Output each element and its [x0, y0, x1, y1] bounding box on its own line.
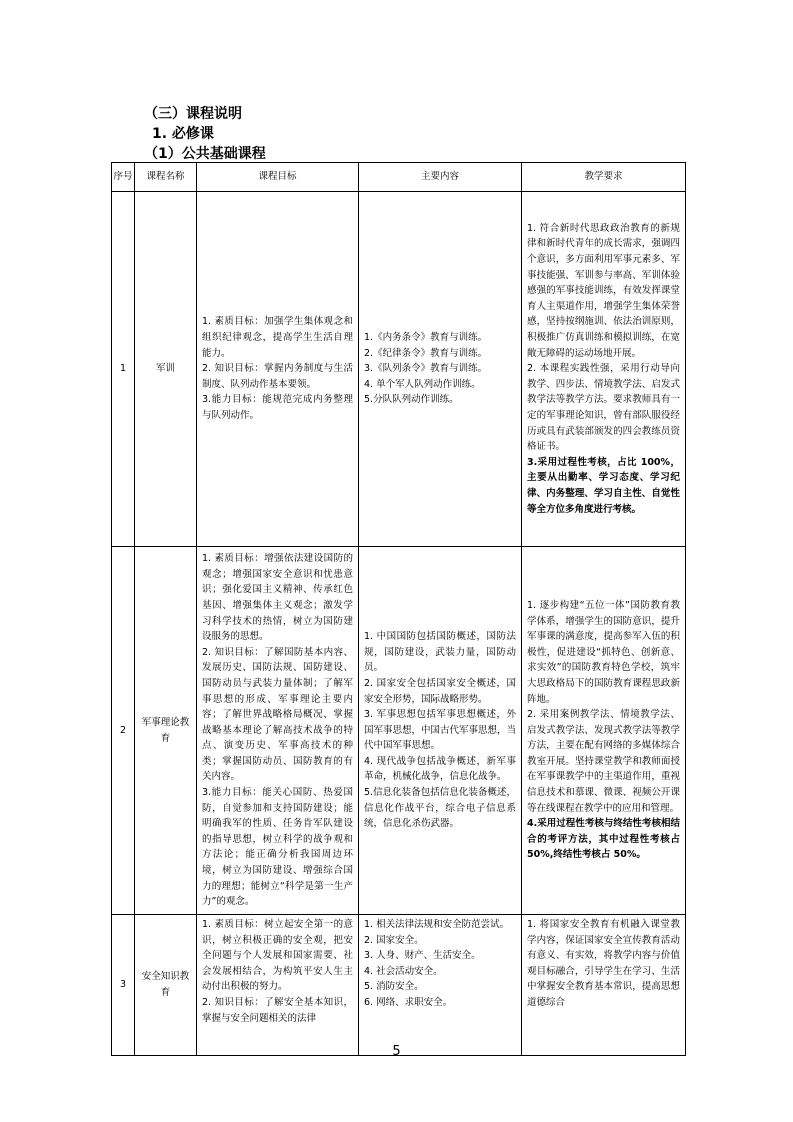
goal-line: 3.能力目标：能关心国防、热爱国防，自觉参加和支持国防建设；能明确我军的性质、任务肯军队建设的指导思想，树立科学的战争观和方法论；能正确分析我国周边环境，树立为国防建设、增强综合国力的理想；能树立“科学是第一生产力”的观念。	[202, 787, 353, 908]
content-line: 5.信息化装备包括信息化装备概述，信息化作战平台，综合电子信息系统，信息化杀伤武器。	[364, 787, 516, 830]
content-line: 4. 现代战争包括战争概述，新军事革命，机械化战争，信息化战争。	[364, 755, 516, 783]
row-seq: 3	[112, 915, 135, 1056]
row-req	[522, 915, 686, 1056]
content-line: 3. 军事思想包括军事思想概述，外国军事思想，中国古代军事思想，当代中国军事思想。	[364, 709, 517, 752]
content-line: 4. 社会活动安全。	[364, 965, 443, 977]
content-line: 3.《队列条令》教育与训练。	[364, 363, 488, 375]
content-line: 6. 网络、求职安全。	[364, 996, 453, 1008]
req-line: 1. 符合新时代思政政治教育的新规律和新时代青年的成长需求，强调四个意识，多方面利用军事元素多、军事技能强、军训参与率高、军训体验感强的军事技能训练，有效发挥课堂育人主渠道作用，增强学生集体荣誉感，坚持按纲施训、依法治训原则，积极推广仿真训练和模拟训练，在宽敞无障碍的运动场地开展。	[527, 222, 680, 359]
table-header-row	[112, 163, 686, 192]
req-line: 4.采用过程性考核与终结性考核相结合的考评方法，其中过程性考核占 50%,终结性考核占 50%。	[527, 818, 680, 861]
req-line: 1. 逐步构建“五位一体”国防教育教学体系，增强学生的国防意识，提升军事课的满意度，提高参军入伍的积极性，促进建设“抓特色、创新意、求实效”的国防教育特色学校，筑牢大思政格局下的国防教育课程思政新阵地。	[527, 599, 680, 705]
row-name: 军事理论教育	[135, 547, 197, 915]
row-goal	[197, 192, 359, 547]
content-line: 5.分队队列动作训练。	[364, 394, 459, 406]
goal-line: 1. 素质目标：树立起安全第一的意识，树立积极正确的安全观，把安全问题与个人发展和国家需要、社会发展相结合，为构筑平安人生主动付出积极的努力。	[202, 919, 353, 993]
row-name: 安全知识教育	[135, 915, 197, 1056]
req-line: 2. 采用案例教学法、情境教学法、启发式教学法、发现式教学法等教学方法，主要在配有网络的多媒体综合教室开展。坚持课堂教学和教师面授在军事课教学中的主渠道作用，重视信息技术和慕课、微课、视频公开课等在线课程在教学中的应用和管理。	[527, 709, 680, 814]
table-row	[112, 192, 686, 547]
section-heading: （三）课程说明	[144, 106, 242, 122]
goal-line: 1. 素质目标：增强依法建设国防的观念；增强国家安全意识和忧患意识；强化爱国主义精神、传承红色基因、增强集体主义观念；激发学习科学技术的热情，树立为国防建设服务的思想。	[202, 553, 353, 643]
row-content	[359, 915, 522, 1056]
header-content: 主要内容	[359, 163, 522, 192]
row-seq: 1	[112, 192, 135, 547]
row-content	[359, 192, 522, 547]
goal-line: 2. 知识目标：掌握内务制度与生活制度、队列动作基本要领。	[202, 363, 353, 390]
row-content	[359, 547, 522, 915]
goal-line: 3.能力目标：能规范完成内务整理与队列动作。	[202, 394, 353, 421]
course-table	[111, 162, 686, 1056]
content-line: 1. 相关法律法规和安全防范尝试。	[364, 919, 510, 930]
page-number: 5	[392, 1044, 401, 1059]
content-line: 1. 中国国防包括国防概述，国防法规，国防建设，武装力量，国防动员。	[364, 631, 516, 674]
content-line: 5. 消防安全。	[364, 981, 424, 993]
req-line: 3.采用过程性考核，占比 100%，主要从出勤率、学习态度、学习纪律、内务整理、学习自主性、自觉性等全方位多角度进行考核。	[527, 456, 680, 515]
table-row	[112, 547, 686, 915]
content-line: 2.《纪律条令》教育与训练。	[364, 347, 488, 359]
row-seq: 2	[112, 547, 135, 915]
header-req: 教学要求	[522, 163, 686, 192]
table-row	[112, 915, 686, 1056]
content-line: 1.《内务条令》教育与训练。	[364, 332, 488, 344]
header-goal: 课程目标	[197, 163, 359, 192]
row-req	[522, 192, 686, 547]
row-goal	[197, 547, 359, 915]
content-line: 4. 单个军人队列动作训练。	[364, 378, 481, 390]
goal-line: 1. 素质目标：加强学生集体观念和组织纪律观念，提高学生生活自理能力。	[202, 316, 353, 359]
content-line: 2. 国家安全。	[364, 934, 424, 946]
header-name: 课程名称	[135, 163, 197, 192]
goal-line: 2. 知识目标：了解安全基本知识，掌握与安全问题相关的法律	[202, 996, 353, 1024]
row-req	[522, 547, 686, 915]
goal-line: 2. 知识目标：了解国防基本内容、发展历史、国防法规、国防建设、国防动员与武装力量体制；了解军事思想的形成、军事理论主要内容；了解世界战略格局概况、掌握战略基本理论了解高技术战争的特点、演变历史、军事高技术的种类；掌握国防动员、国防教育的有关内容。	[202, 646, 353, 783]
subsubsection-heading: （1）公共基础课程	[144, 146, 266, 162]
header-seq: 序号	[112, 163, 135, 192]
content-line: 2. 国家安全包括国家安全概述，国家安全形势，国际战略形势。	[364, 677, 516, 705]
req-line: 2. 本课程实践性强，采用行动导向教学、四步法、情境教学法、启发式教学法等教学方法。要求教师具有一定的军事理论知识，曾有部队服役经历或具有武装部颁发的四会教练员资格证书。	[527, 363, 680, 453]
row-name: 军训	[135, 192, 197, 547]
subsection-heading: 1. 必修课	[152, 126, 214, 142]
row-goal	[197, 915, 359, 1056]
content-line: 3. 人身、财产、生活安全。	[364, 950, 481, 962]
req-line: 1. 将国家安全教育有机融入课堂教学内容，保证国家安全宣传教育活动有意义、有实效，将教学内容与价值观目标融合，引导学生在学习、生活中掌握安全教育基本常识，提高思想道德综合	[527, 919, 680, 1008]
